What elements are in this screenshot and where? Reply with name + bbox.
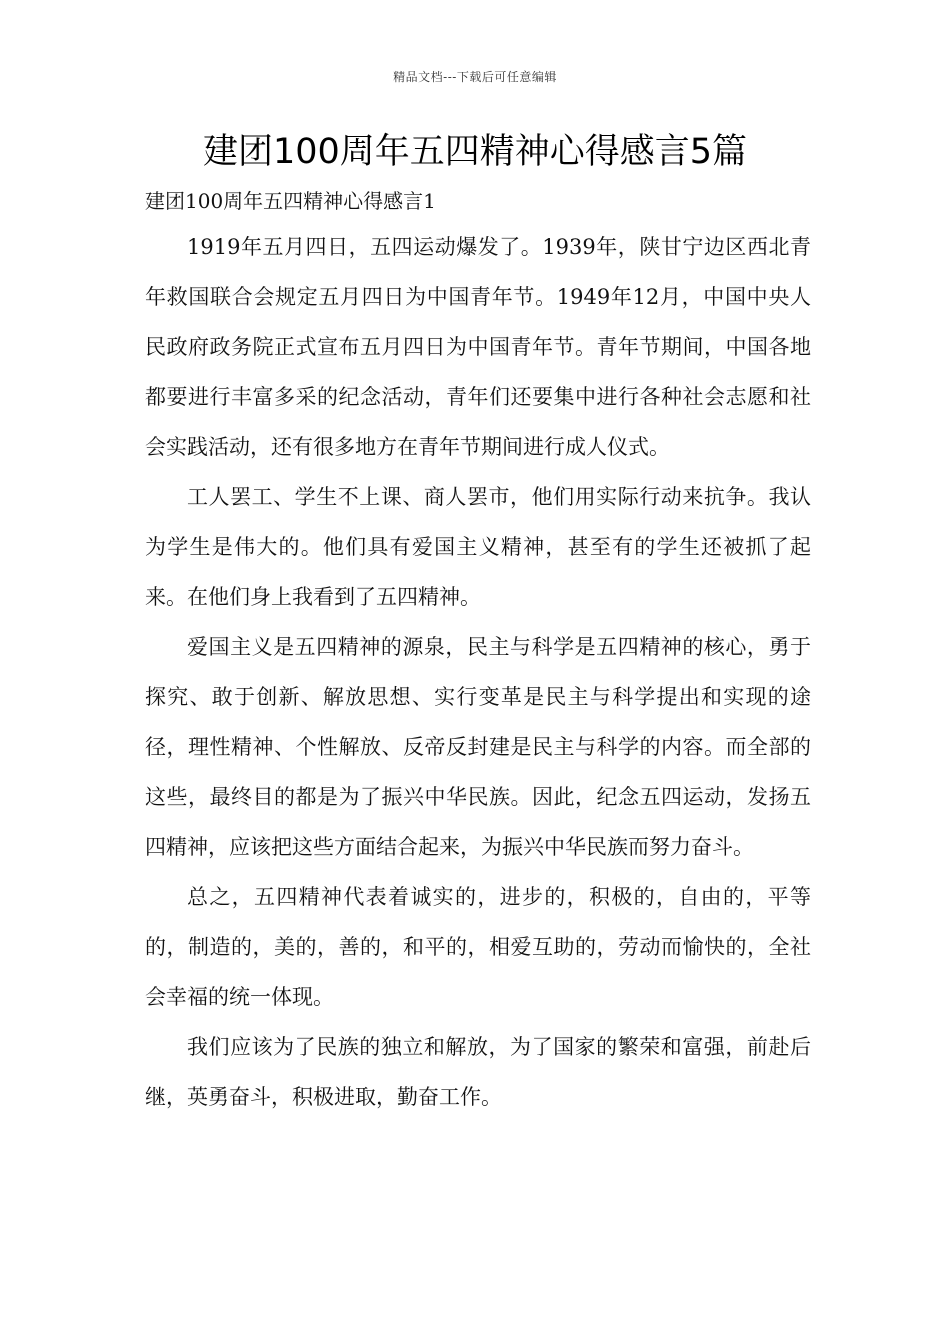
paragraph: 工人罢工、学生不上课、商人罢市，他们用实际行动来抗争。我认为学生是伟大的。他们具有爱国主义精神，甚至有的学生还被抓了起来。在他们身上我看到了五四精神。 <box>145 485 811 609</box>
section-subtitle: 建团100周年五四精神心得感言1 <box>145 189 436 213</box>
paragraph: 总之，五四精神代表着诚实的，进步的，积极的，自由的，平等的，制造的，美的，善的，和平的，相爱互助的，劳动而愉快的，全社会幸福的统一体现。 <box>145 885 811 1009</box>
document-body <box>145 180 811 1122</box>
paragraph: 爱国主义是五四精神的源泉，民主与科学是五四精神的核心，勇于探究、敢于创新、解放思想、实行变革是民主与科学提出和实现的途径，理性精神、个性解放、反帝反封建是民主与科学的内容。而全部的这些，最终目的都是为了振兴中华民族。因此，纪念五四运动，发扬五四精神，应该把这些方面结合起来，为振兴中华民族而努力奋斗。 <box>145 635 811 859</box>
paragraph: 1919年五月四日，五四运动爆发了。1939年，陕甘宁边区西北青年救国联合会规定五月四日为中国青年节。1949年12月，中国中央人民政府政务院正式宣布五月四日为中国青年节。青年节期间，中国各地都要进行丰富多采的纪念活动，青年们还要集中进行各种社会志愿和社会实践活动，还有很多地方在青年节期间进行成人仪式。 <box>145 235 811 459</box>
document-title: 建团100周年五四精神心得感言5篇 <box>202 132 748 172</box>
paragraph: 我们应该为了民族的独立和解放，为了国家的繁荣和富强，前赴后继，英勇奋斗，积极进取，勤奋工作。 <box>145 1035 811 1109</box>
header-note: 精品文档---下载后可任意编辑 <box>393 70 557 84</box>
